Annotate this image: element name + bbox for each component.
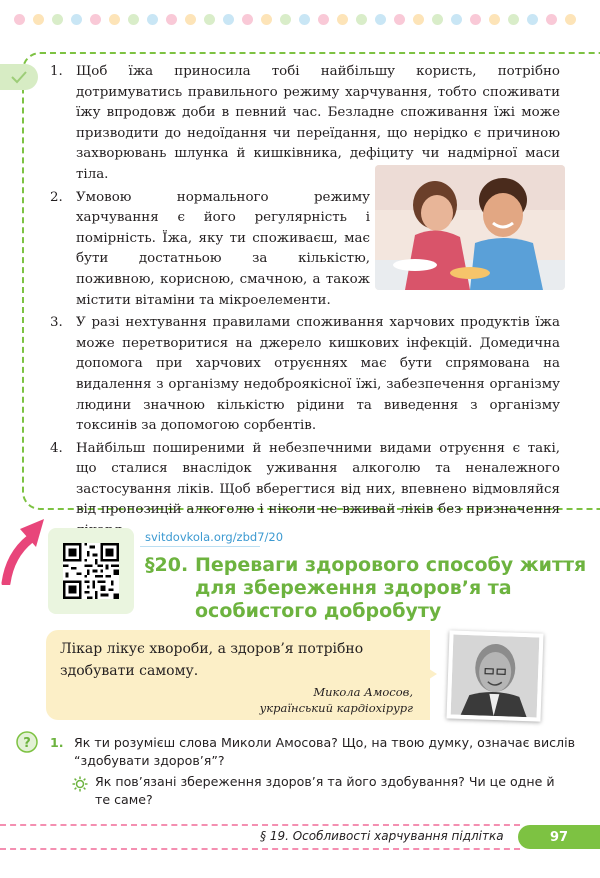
svg-text:?: ?: [23, 736, 31, 751]
rules-list: [50, 62, 560, 544]
quote-text: Лікар лікує хвороби, а здоров’я потрібно здобувати самому.: [60, 641, 364, 679]
decorative-dot: [413, 14, 424, 25]
list-item: 2. Умовою нормального режиму харчування є його регулярність і помірність. Їжа, яку ти споживаєш, має бути достатньою за кількістю, поживною, корисною, смачною, а також містити вітаміни та мікроелементи.: [50, 189, 370, 308]
author-role: український кардіохірург: [259, 701, 413, 715]
decorative-dot: [546, 14, 557, 25]
list-item: 4. Найбільш поширеними й небезпечними видами отруєння є такі, що сталися внаслідок уживання алкоголю та неналежного застосування ліків. Щоб вберегтися від них, впевнено відмовляйся від пропозицій алкоголю і ніколи не вживай ліків без призначення: [50, 440, 560, 518]
decorative-dot: [375, 14, 386, 25]
section-title: Переваги здорового способу життя для збереження здоров’я та особистого добробуту: [195, 554, 587, 622]
decorative-dot: [489, 14, 500, 25]
question-icon: [16, 731, 38, 753]
decorative-dot: [204, 14, 215, 25]
question-text: Як ти розумієш слова Миколи Амосова? Що, на твою думку, означає вислів “здобувати здоров’я”?: [74, 735, 576, 768]
decorative-dot: [109, 14, 120, 25]
section-number: §20.: [145, 554, 189, 576]
decorative-dot: [261, 14, 272, 25]
sun-icon: [72, 776, 88, 792]
decorative-dot: [166, 14, 177, 25]
list-item: 3. У разі нехтування правилами споживання харчових продуктів їжа може перетворитися на джерело кишкових інфекцій. Домедична допомога при харчових отруєннях має бути спрямована на видалення з організму недоброякісної їжі, забезпечення організму людини значною кількістю рідини та виведення з організму токсинів за допомогою сорбентів.: [50, 315, 560, 434]
question-2-text: Як пов’язані збереження здоров’я та його здобування? Чи це одне й те саме?: [95, 774, 555, 807]
decorative-dot: [128, 14, 139, 25]
decorative-dot: [299, 14, 310, 25]
decorative-dot: [356, 14, 367, 25]
decorative-dot: [394, 14, 405, 25]
question-number: 1.: [50, 735, 64, 750]
link-divider: [140, 546, 260, 547]
page-number: 97: [518, 825, 600, 849]
list-item: 1. Щоб їжа приносила тобі найбільшу користь, потрібно дотримуватись правильного режиму харчування, тобто споживати їжу впродовж доби в певний час. Безладне споживання їжі може призводити до недоїдання чи переїдання, що нерідко є причиною захворювань шлунка й кишківника, дефіциту чи надмірної маси тіла.: [50, 64, 560, 182]
decorative-dot: [90, 14, 101, 25]
decorative-dot: [280, 14, 291, 25]
resource-link[interactable]: svitdovkola.org/zbd7/20: [145, 530, 284, 544]
decorative-dot: [52, 14, 63, 25]
decorative-dot: [223, 14, 234, 25]
qr-code-box[interactable]: [48, 528, 134, 614]
decorative-dot: [71, 14, 82, 25]
decorative-dots: [14, 14, 600, 26]
decorative-dot: [337, 14, 348, 25]
children-eating-photo: [375, 165, 565, 290]
decorative-dot: [508, 14, 519, 25]
quote-author: [230, 684, 413, 716]
qr-code-icon: [63, 543, 119, 599]
decorative-dot: [527, 14, 538, 25]
checkmark-icon: [10, 70, 28, 84]
quote-tail: [415, 660, 437, 688]
decorative-dot: [470, 14, 481, 25]
decorative-dot: [318, 14, 329, 25]
author-name: Микола Амосов,: [313, 685, 413, 699]
author-portrait: [446, 630, 543, 721]
decorative-dot: [565, 14, 576, 25]
footer-chapter: § 19. Особливості харчування підлітка: [260, 829, 504, 843]
decorative-dot: [185, 14, 196, 25]
decorative-dot: [147, 14, 158, 25]
decorative-dot: [451, 14, 462, 25]
decorative-dot: [14, 14, 25, 25]
decorative-dot: [242, 14, 253, 25]
footer-divider: [0, 824, 520, 826]
decorative-dot: [432, 14, 443, 25]
footer-divider: [0, 848, 520, 850]
decorative-dot: [33, 14, 44, 25]
check-tab: [0, 64, 38, 90]
